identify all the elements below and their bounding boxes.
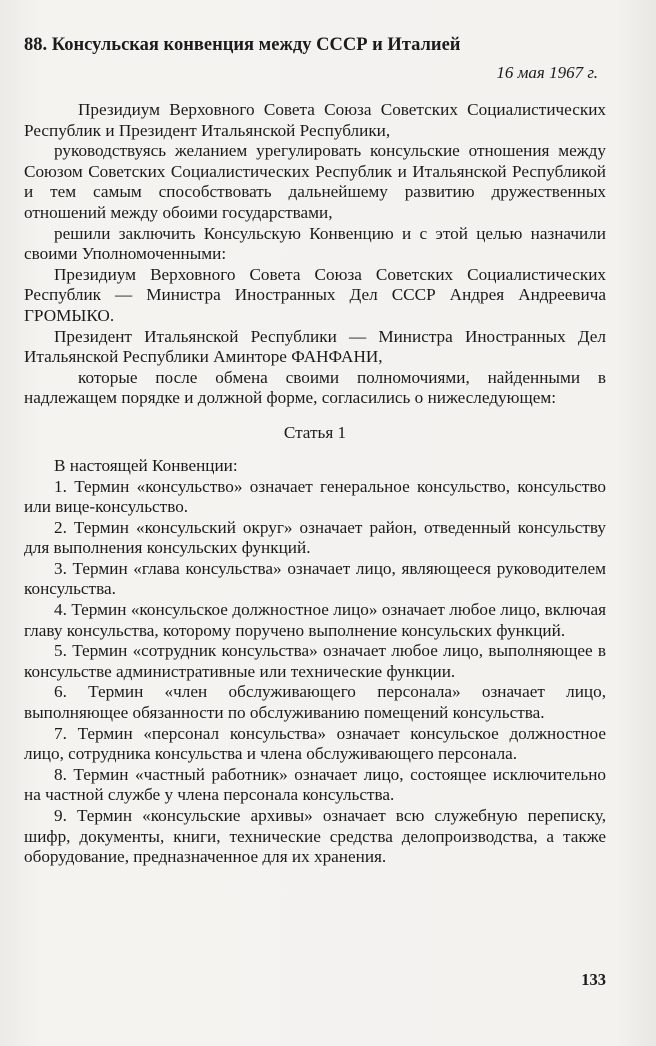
preamble-paragraph: Президент Итальянской Республики — Министра Иностранных Дел Итальянской Республики Аминторе ФАНФАНИ,	[24, 326, 606, 367]
preamble-paragraph: решили заключить Консульскую Конвенцию и с этой целью назначили своими Уполномоченными:	[24, 223, 606, 264]
document-heading: 88. Консульская конвенция между СССР и Италией	[24, 35, 461, 55]
preamble-paragraph: которые после обмена своими полномочиями, найденными в надлежащем порядке и должной форме, согласились о нижеследующем:	[24, 367, 606, 408]
article-intro: В настоящей Конвенции:	[54, 455, 238, 475]
term-paragraph: 5. Термин «сотрудник консульства» означает любое лицо, выполняющее в консульстве административные или технические функции.	[24, 641, 606, 681]
term-paragraph: 1. Термин «консульство» означает генеральное консульство, консульство или вице-консульство.	[24, 476, 606, 517]
term-paragraph: 2. Термин «консульский округ» означает район, отведенный консульству для выполнения консульских функций.	[24, 517, 606, 558]
preamble-paragraph: Президиум Верховного Совета Союза Советских Социалистических Республик — Министра Иностранных Дел СССР Андрея Андреевича ГРОМЫКО.	[24, 264, 606, 325]
preamble-paragraph: Президиум Верховного Совета Союза Советских Социалистических Республик и Президент Итальянской Республики,	[24, 100, 606, 140]
article-title: Статья 1	[283, 422, 347, 442]
term-paragraph: 3. Термин «глава консульства» означает лицо, являющееся руководителем консульства.	[24, 558, 606, 599]
term-paragraph: 4. Термин «консульское должностное лицо» означает любое лицо, включая главу консульства, которому поручено выполнение консульских функций.	[24, 600, 606, 640]
term-paragraph: 9. Термин «консульские архивы» означает всю служебную переписку, шифр, документы, книги, технические средства делопроизводства, а также оборудование, предназначенное для их хранения.	[24, 806, 606, 867]
preamble-paragraph: руководствуясь желанием урегулировать консульские отношения между Союзом Советских Социалистических Республик и Итальянской Республикой и тем самым способствовать дальнейшему развитию дружественных отношений между обоими государствами,	[24, 141, 606, 222]
document-date: 16 мая 1967 г.	[496, 63, 598, 82]
term-paragraph: 7. Термин «персонал консульства» означает консульское должностное лицо, сотрудника консульства и члена обслуживающего персонала.	[24, 723, 606, 764]
page-number: 133	[581, 970, 606, 989]
term-paragraph: 8. Термин «частный работник» означает лицо, состоящее исключительно на частной службе у члена персонала консульства.	[24, 764, 606, 805]
term-paragraph: 6. Термин «член обслуживающего персонала» означает лицо, выполняющее обязанности по обслуживанию помещений консульства.	[24, 682, 606, 723]
document-body	[24, 100, 606, 868]
